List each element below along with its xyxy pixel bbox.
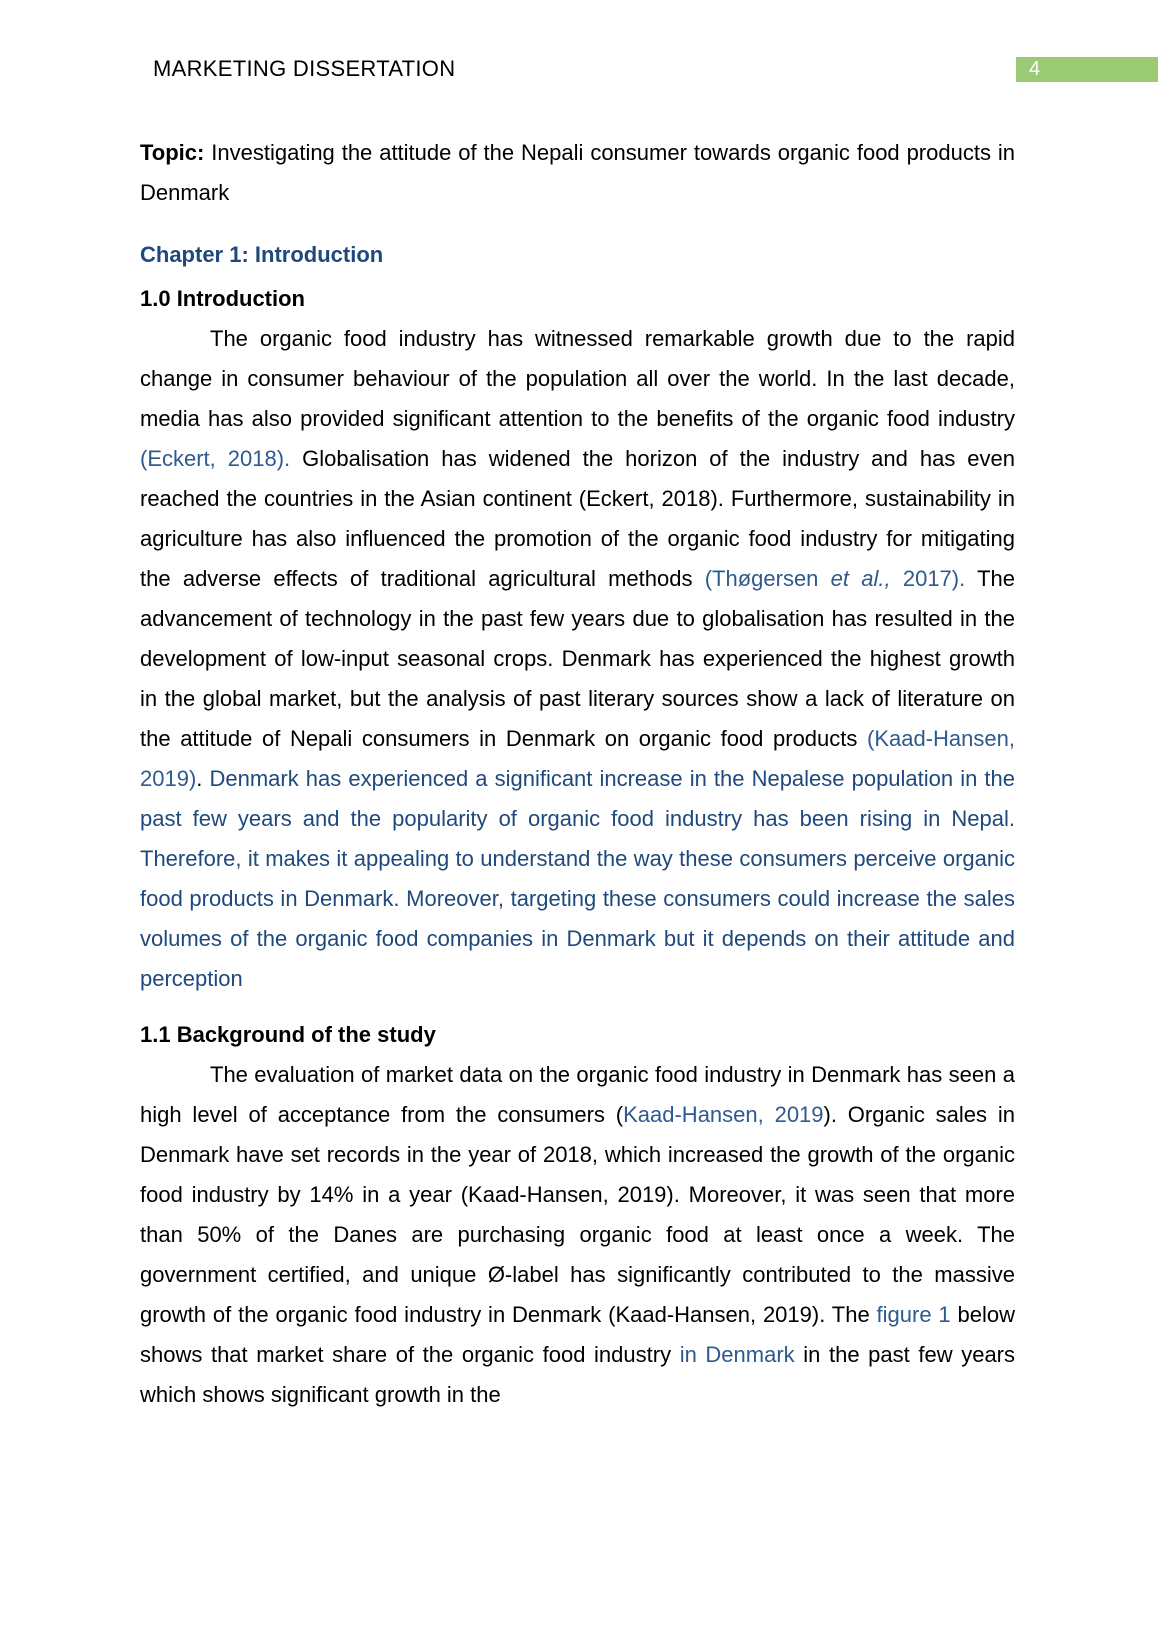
background-text-a: The evaluation of market data on the organic food industry in Denmark has seen a high level of acceptance from the consumers (	[140, 1062, 1015, 1127]
introduction-paragraph	[140, 319, 1015, 999]
citation-thogersen[interactable]	[705, 566, 966, 591]
citation-kaad-hansen-background[interactable]: Kaad-Hansen, 2019	[623, 1102, 824, 1127]
background-text-b: ). Organic sales in Denmark have set records in the year of 2018, which increased the growth of the organic food industry by 14% in a year (Kaad-Hansen, 2019). Moreover, it was seen that more than 50% of the Danes are purchasing organic food at least once a week. The government certified, and unique Ø-label has significantly contributed to the massive growth of the organic food industry in Denmark (Kaad-Hansen, 2019). The	[140, 1102, 1015, 1327]
citation-thogersen-etal: et al.,	[830, 566, 891, 591]
section-heading-background: 1.1 Background of the study	[140, 1022, 436, 1047]
citation-eckert[interactable]: (Eckert, 2018).	[140, 446, 291, 471]
intro-text-d: .	[196, 766, 210, 791]
document-body	[140, 133, 1015, 1415]
running-header-title: MARKETING DISSERTATION	[153, 56, 456, 81]
intro-text-a: The organic food industry has witnessed remarkable growth due to the rapid change in consumer behaviour of the population all over the world. In the last decade, media has also provided significant attention to the benefits of the organic food industry	[140, 326, 1015, 431]
citation-kaad-hansen[interactable]: (Kaad-Hansen, 2019)	[140, 726, 1015, 791]
intro-text-c: The advancement of technology in the past few years due to globalisation has resulted in the development of low-input seasonal crops. Denmark has experienced the highest growth in the global market, but the analysis of past literary sources show a lack of literature on the attitude of Nepali consumers in Denmark on organic food products	[140, 566, 1015, 751]
in-denmark-link[interactable]: in Denmark	[679, 1342, 795, 1367]
section-heading-introduction: 1.0 Introduction	[140, 286, 305, 311]
background-text-c: below shows that market share of the organic food industry	[140, 1302, 1015, 1367]
topic-text: Investigating the attitude of the Nepali consumer towards organic food products in Denmark	[140, 140, 1015, 205]
background-paragraph	[140, 1055, 1015, 1415]
citation-thogersen-author: (Thøgersen	[704, 566, 831, 591]
intro-highlighted-text: Denmark has experienced a significant increase in the Nepalese population in the past few years and the popularity of organic food industry has been rising in Nepal. Therefore, it makes it appealing to understand the way these consumers perceive organic food products in Denmark. Moreover, targeting these consumers could increase the sales volumes of the organic food companies in Denmark but it depends on their attitude and perception	[140, 766, 1015, 991]
topic-label: Topic:	[140, 140, 205, 165]
chapter-heading: Chapter 1: Introduction	[140, 242, 384, 267]
page-number: 4	[1016, 57, 1158, 82]
intro-text-b: Globalisation has widened the horizon of the industry and has even reached the countries in the Asian continent (Eckert, 2018). Furthermore, sustainability in agriculture has also influenced the promotion of the organic food industry for mitigating the adverse effects of traditional agricultural methods	[140, 446, 1015, 591]
background-text-d: in the past few years which shows significant growth in the	[140, 1342, 1016, 1407]
figure-reference[interactable]: figure 1	[876, 1302, 951, 1327]
topic-paragraph	[140, 133, 1015, 213]
citation-thogersen-year: 2017).	[890, 566, 966, 591]
